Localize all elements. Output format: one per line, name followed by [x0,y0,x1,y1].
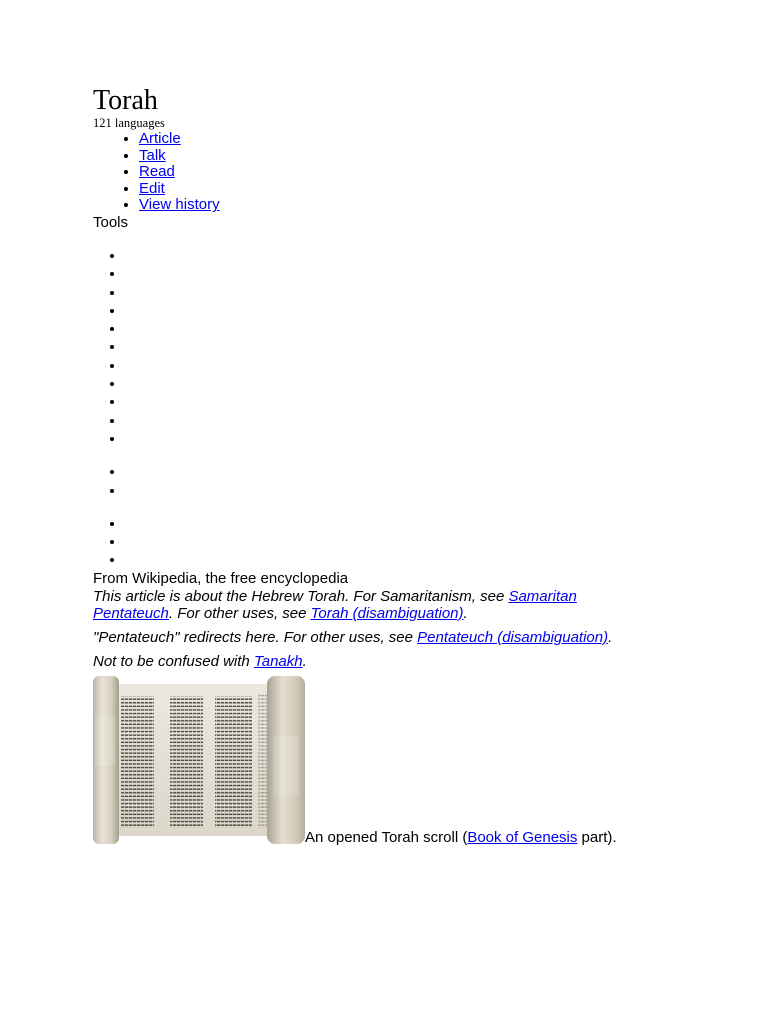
tools-list-item[interactable] [125,265,653,283]
page-tabs [93,131,653,214]
tab-read-item [139,164,653,181]
tools-list-item[interactable] [125,430,653,448]
tools-list-group-1 [93,247,653,448]
samaritan-pentateuch-link[interactable]: Samaritan Pentateuch [93,587,577,622]
tab-article-item [139,131,653,148]
tools-list-item[interactable] [125,357,653,375]
spacer [93,232,653,247]
tools-list-item[interactable] [125,320,653,338]
tools-list-item[interactable] [125,463,653,481]
tools-list-item[interactable] [125,302,653,320]
tools-list-group-2 [93,463,653,500]
caption-text: An opened Torah scroll ( [305,828,468,846]
book-of-genesis-link[interactable]: Book of Genesis [467,828,578,846]
tab-talk-item [139,148,653,165]
hatnote-text: . [608,628,613,646]
tanakh-link[interactable]: Tanakh [253,652,303,670]
tab-edit-item [139,181,653,198]
tab-edit[interactable]: Edit [139,179,165,197]
torah-scroll-image[interactable] [93,676,305,844]
caption-text: part). [577,828,617,846]
tools-list-group-3 [93,515,653,570]
tools-list-item[interactable] [125,393,653,411]
tools-list-item[interactable] [125,338,653,356]
tools-list-item[interactable] [125,375,653,393]
tools-list-item[interactable] [125,284,653,302]
figure-caption [305,830,617,846]
hatnote-text: This article is about the Hebrew Torah. For Samaritanism, see [93,587,509,605]
tools-list-item[interactable] [125,551,653,569]
pentateuch-disambiguation-link[interactable]: Pentateuch (disambiguation) [417,628,609,646]
hatnote-pentateuch [93,629,653,646]
hatnote-tanakh [93,653,653,670]
hatnote-text: . For other uses, see [168,604,311,622]
tools-menu-button[interactable]: Tools [93,213,129,231]
hatnote-text: "Pentateuch" redirects here. For other uses, see [93,628,418,646]
tab-view-history-item [139,197,653,214]
page-title: Torah [93,85,158,116]
hatnote-text: . [463,604,468,622]
torah-disambiguation-link[interactable]: Torah (disambiguation) [310,604,464,622]
tools-list-item[interactable] [125,515,653,533]
tab-read[interactable]: Read [139,163,175,181]
spacer [93,500,653,515]
site-tagline: From Wikipedia, the free encyclopedia [93,569,349,587]
tools-list-item[interactable] [125,412,653,430]
hatnote-text: Not to be confused with [93,652,254,670]
hatnote-text: . [302,652,307,670]
tools-list-item[interactable] [125,533,653,551]
article-content [93,86,653,844]
tools-list-item[interactable] [125,482,653,500]
tab-talk[interactable]: Talk [139,146,166,164]
language-count-button[interactable]: 121 languages [93,116,165,130]
tab-view-history[interactable]: View history [139,196,220,214]
hatnote-samaritan [93,588,653,622]
torah-figure [93,676,653,844]
tools-list-item[interactable] [125,247,653,265]
spacer [93,448,653,463]
tab-article[interactable]: Article [139,130,181,147]
